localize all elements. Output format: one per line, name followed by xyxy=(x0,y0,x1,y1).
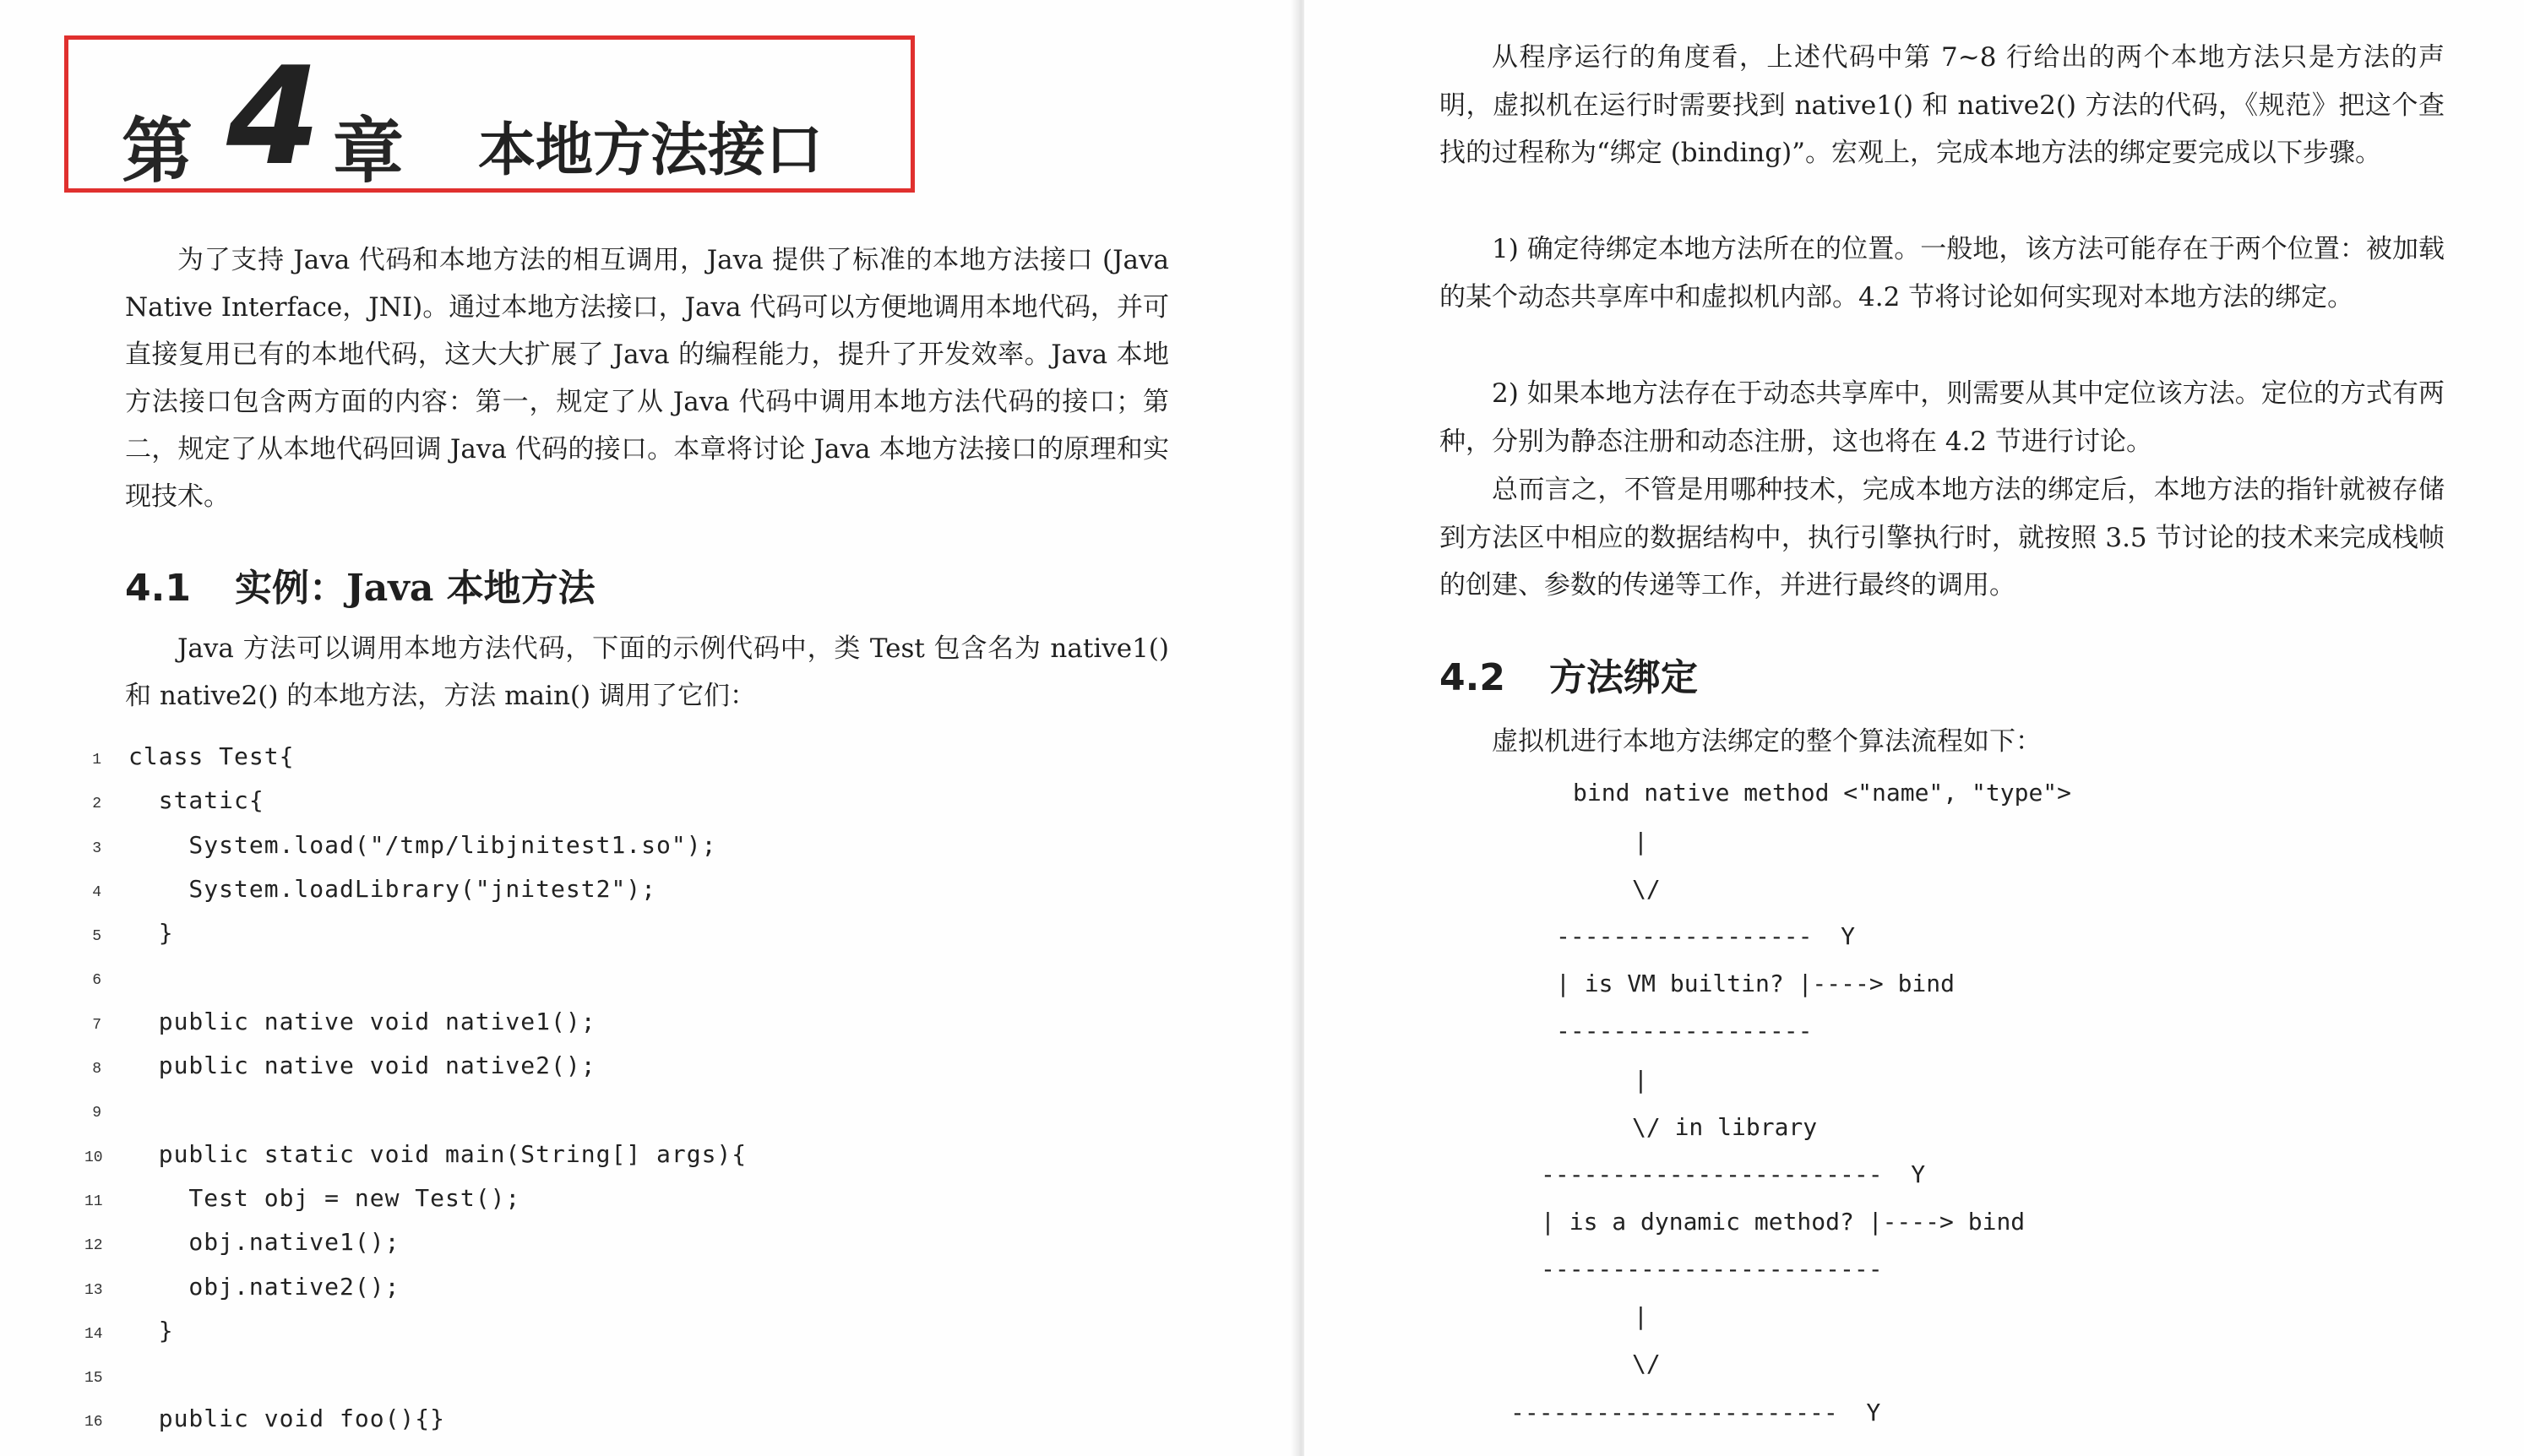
code-line xyxy=(84,955,1183,999)
code-line-number: 4 xyxy=(92,883,101,901)
code-line xyxy=(84,1044,1183,1088)
code-line-text: public native void native1(); xyxy=(128,1007,596,1035)
code-line-number: 15 xyxy=(84,1370,103,1388)
code-line-number: 11 xyxy=(84,1193,103,1210)
code-line xyxy=(84,779,1183,823)
code-line xyxy=(84,1309,1183,1353)
code-line xyxy=(84,1133,1183,1176)
section-heading-4-2 xyxy=(1439,647,1698,701)
code-line xyxy=(84,911,1183,955)
code-line xyxy=(84,1088,1183,1132)
right-paragraph-3: 2) 如果本地方法存在于动态共享库中，则需要从其中定位该方法。定位的方式有两种，分别为静态注册和动态注册，这也将在 4.2 节进行讨论。 xyxy=(1439,378,2445,457)
code-line-number: 13 xyxy=(84,1281,103,1299)
flow-rule-3-top: ----------------------- Y xyxy=(1510,1399,1881,1426)
flow-rule-1-bottom: ------------------ xyxy=(1556,1017,1813,1045)
code-line-number: 10 xyxy=(84,1149,103,1166)
code-line-text: Test obj = new Test(); xyxy=(128,1183,521,1212)
code-line xyxy=(84,1397,1183,1441)
code-line-text: obj.native1(); xyxy=(128,1228,400,1257)
flow-rule-2-top: ------------------------ Y xyxy=(1541,1160,1926,1188)
flow-start: bind native method <"name", "type"> xyxy=(1573,779,2072,807)
code-line xyxy=(84,1000,1183,1044)
code-line xyxy=(84,867,1183,911)
flow-pipe-2: | xyxy=(1634,1066,1648,1094)
section-title: 方法绑定 xyxy=(1548,656,1698,699)
code-line xyxy=(84,823,1183,867)
right-paragraph-2: 1) 确定待绑定本地方法所在的位置。一般地，该方法可能存在于两个位置：被加载的某个动态共享库中和虚拟机内部。4.2 节将讨论如何实现对本地方法的绑定。 xyxy=(1439,234,2445,312)
flow-arrow-2: \/ xyxy=(1632,1350,1661,1377)
code-line-number: 12 xyxy=(84,1237,103,1255)
chapter-suffix: 章 xyxy=(333,109,405,193)
code-line-text: } xyxy=(128,1316,174,1345)
code-line-number: 5 xyxy=(92,928,101,946)
section-heading-4-1 xyxy=(125,557,596,611)
section-4-1-paragraph: Java 方法可以调用本地方法代码，下面的示例代码中，类 Test 包含名为 native1() 和 native2() 的本地方法，方法 main() 调用了它们： xyxy=(125,633,1169,711)
flow-pipe-3: | xyxy=(1634,1302,1648,1330)
flow-rule-1-top: ------------------ Y xyxy=(1556,922,1856,950)
code-line-text: obj.native2(); xyxy=(128,1272,400,1301)
code-line-number: 9 xyxy=(92,1105,101,1122)
code-line-text: System.loadLibrary("jnitest2"); xyxy=(128,874,657,903)
right-page xyxy=(1304,0,2524,1456)
code-line xyxy=(84,1220,1183,1264)
code-line-number: 6 xyxy=(92,972,101,990)
chapter-name: 本地方法接口 xyxy=(478,117,824,184)
code-listing xyxy=(84,735,1183,1442)
code-line-number: 14 xyxy=(84,1325,103,1343)
chapter-prefix: 第 xyxy=(122,109,193,193)
code-line-text: } xyxy=(128,919,174,948)
code-line-text: class Test{ xyxy=(128,742,295,770)
section-number: 4.1 xyxy=(125,567,191,610)
chapter-number: 4 xyxy=(226,37,321,195)
code-line-text: public native void native2(); xyxy=(128,1051,596,1080)
code-line-text: public static void main(String[] args){ xyxy=(128,1139,748,1168)
code-line xyxy=(84,1353,1183,1397)
intro-paragraph: 为了支持 Java 代码和本地方法的相互调用，Java 提供了标准的本地方法接口 (Java Native Interface，JNI)。通过本地方法接口，Java 代码可以方便地调用本地代码，并可直接复用已有的本地代码，这大大扩展了 Java 的编程能力，提升了开发效率。Java 本地方法接口包含两方面的内容：第一，规定了从 Java 代码中调用本地方法代码的接口；第二，规定了从本地代码回调 Java 代码的接口。本章将讨论 Java 本地方法接口的原理和实现技术。 xyxy=(125,245,1169,512)
code-line-number: 2 xyxy=(92,796,101,813)
right-paragraph-4: 总而言之，不管是用哪种技术，完成本地方法的绑定后，本地方法的指针就被存储到方法区中相应的数据结构中，执行引擎执行时，就按照 3.5 节讨论的技术来完成栈帧的创建、参数的传递等工作，并进行最终的调用。 xyxy=(1439,475,2445,600)
section-title: 实例：Java 本地方法 xyxy=(234,567,596,610)
code-line-number: 3 xyxy=(92,839,101,857)
flow-box-vm-builtin: | is VM builtin? |----> bind xyxy=(1556,970,1956,997)
code-line-number: 7 xyxy=(92,1016,101,1034)
code-line-text: static{ xyxy=(128,786,264,815)
code-line-number: 1 xyxy=(92,752,101,769)
flow-rule-2-bottom: ------------------------ xyxy=(1541,1255,1883,1283)
flow-pipe-1: | xyxy=(1634,828,1648,856)
code-line-text: public void foo(){} xyxy=(128,1404,446,1433)
section-4-2-paragraph: 虚拟机进行本地方法绑定的整个算法流程如下： xyxy=(1492,726,2042,757)
code-line-number: 8 xyxy=(92,1061,101,1078)
code-line xyxy=(84,1265,1183,1309)
right-paragraph-1: 从程序运行的角度看，上述代码中第 7~8 行给出的两个本地方法只是方法的声明，虚拟机在运行时需要找到 native1() 和 native2() 方法的代码，《规范》把这个查找的过程称为“绑定 (binding)”。宏观上，完成本地方法的绑定要完成以下步骤。 xyxy=(1439,42,2445,168)
code-line xyxy=(84,735,1183,779)
flow-box-dynamic-method: | is a dynamic method? |----> bind xyxy=(1541,1208,2026,1236)
code-line-text: System.load("/tmp/libjnitest1.so"); xyxy=(128,830,717,859)
code-line xyxy=(84,1176,1183,1220)
flow-arrow-in-library: \/ in library xyxy=(1632,1113,1818,1141)
code-line-number: 16 xyxy=(84,1414,103,1432)
flow-arrow-1: \/ xyxy=(1632,875,1661,903)
section-number: 4.2 xyxy=(1439,656,1505,699)
